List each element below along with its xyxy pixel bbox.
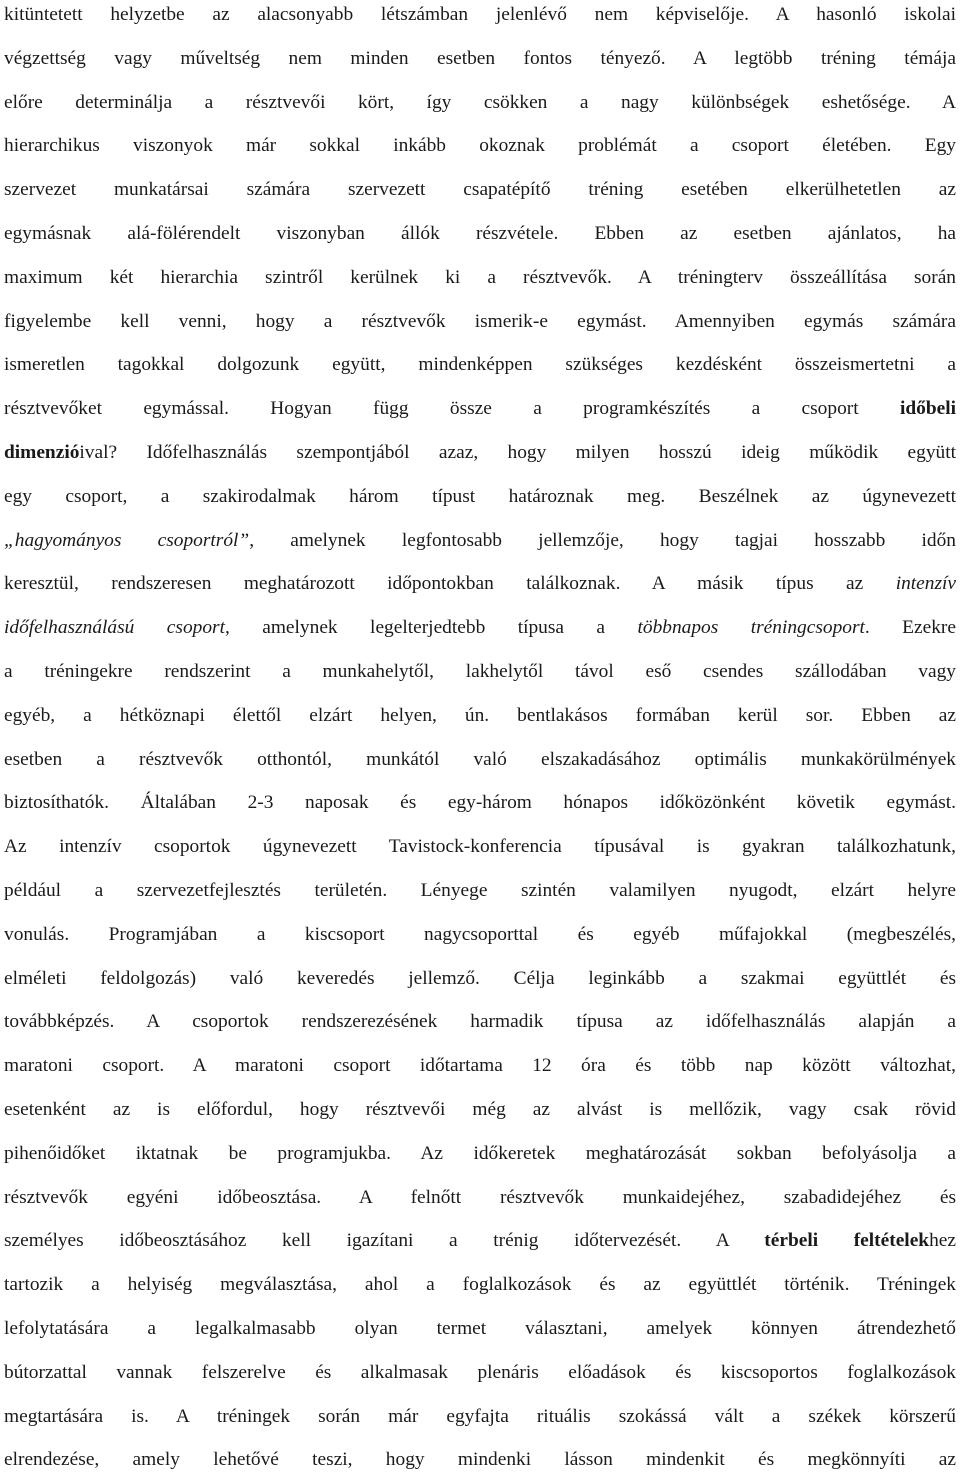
text-run: ival? Időfelhasználás szempontjából azaz, hogy milyen hosszú ideig működik együtt <box>79 442 956 463</box>
paragraph-line <box>4 1314 956 1344</box>
text-run: lefolytatására a legalkalmasabb olyan termet választani, amelyek könnyen átrendezhető <box>4 1318 956 1339</box>
text-run: esetben a résztvevők otthontól, munkától való elszakadásához optimális munkakörülmények <box>4 748 956 770</box>
paragraph-line <box>4 745 956 775</box>
text-run: egymásnak alá-fölérendelt viszonyban állók részvétele. Ebben az esetben ajánlatos, ha <box>4 223 956 244</box>
text-run: Az intenzív csoportok úgynevezett Tavistock-konferencia típusával is gyakran találkozhatunk, <box>4 836 956 858</box>
text-run: maximum két hierarchia szintről kerülnek ki a résztvevők. A tréningterv összeállítása során <box>4 266 956 288</box>
text-run: maratoni csoport. A maratoni csoport időtartama 12 óra és több nap között változhat, <box>4 1055 956 1077</box>
bold-text: dimenzió <box>4 442 80 463</box>
text-run: figyelembe kell venni, hogy a résztvevők ismerik-e egymást. Amennyiben egymás számára <box>4 310 956 332</box>
text-run: , amelynek legelterjedtebb típusa a <box>224 617 638 639</box>
paragraph-line <box>4 1139 956 1169</box>
text-run: előre determinálja a résztvevői kört, így csökken a nagy különbségek eshetősége. A <box>4 91 956 113</box>
paragraph-line <box>4 657 956 687</box>
paragraph-line <box>4 219 956 249</box>
italic-text: intenzív <box>895 573 956 595</box>
paragraph-line <box>4 175 956 205</box>
paragraph-line <box>4 1095 956 1125</box>
text-run: vonulás. Programjában a kiscsoport nagycsoporttal és egyéb műfajokkal (megbeszélés, <box>4 923 956 945</box>
paragraph-line <box>4 1226 956 1256</box>
paragraph-line <box>4 1183 956 1213</box>
text-run: keresztül, rendszeresen meghatározott időpontokban találkoznak. A másik típus az <box>4 573 896 595</box>
text-run: például a szervezetfejlesztés területén. Lényege szintén valamilyen nyugodt, elzárt helyre <box>4 880 956 901</box>
paragraph-line <box>4 350 956 380</box>
text-run: tartozik a helyiség megválasztása, ahol a foglalkozások és az együttlét történik. Tréningek <box>4 1274 956 1296</box>
italic-text: „hagyományos csoportról” <box>4 529 250 551</box>
text-run: elrendezése, amely lehetővé teszi, hogy mindenki lásson mindenkit és megkönnyíti az <box>4 1449 956 1471</box>
paragraph-line <box>4 569 956 599</box>
paragraph-line <box>4 832 956 862</box>
text-run: résztvevők egyéni időbeosztása. A felnőtt résztvevők munkaidejéhez, szabadidejéhez és <box>4 1186 956 1208</box>
paragraph-line <box>4 1270 956 1300</box>
text-run: , amelynek legfontosabb jellemzője, hogy tagjai hosszabb időn <box>249 529 956 551</box>
text-run: elméleti feldolgozás) való keveredés jellemző. Célja leginkább a szakmai együttlét és <box>4 967 956 989</box>
text-run: egyéb, a hétköznapi élettől elzárt helyen, ún. bentlakásos formában kerül sor. Ebben az <box>4 704 956 726</box>
paragraph-line <box>4 44 956 74</box>
paragraph-line <box>4 482 956 512</box>
italic-text: többnapos tréningcsoport <box>637 617 865 639</box>
paragraph-line <box>4 263 956 293</box>
paragraph-line <box>4 1051 956 1081</box>
paragraph-line <box>4 876 956 906</box>
text-run: a tréningekre rendszerint a munkahelytől, lakhelytől távol eső csendes szállodában vagy <box>4 661 956 682</box>
text-run: végzettség vagy műveltség nem minden esetben fontos tényező. A legtöbb tréning témája <box>4 47 956 69</box>
paragraph-line <box>4 920 956 950</box>
bold-text: térbeli feltételek <box>764 1230 930 1252</box>
text-run: továbbképzés. A csoportok rendszerezésének harmadik típusa az időfelhasználás alapján a <box>4 1011 956 1033</box>
paragraph-line <box>4 1358 956 1388</box>
paragraph-line <box>4 964 956 994</box>
text-run: hez <box>929 1230 956 1252</box>
paragraph-line <box>4 1445 956 1475</box>
text-run: résztvevőket egymással. Hogyan függ össze a programkészítés a csoport <box>4 398 900 420</box>
paragraph-line <box>4 613 956 643</box>
text-run: szervezet munkatársai számára szervezett csapatépítő tréning esetében elkerülhetetlen az <box>4 179 956 201</box>
text-run: . Ezekre <box>864 617 956 639</box>
text-run: ismeretlen tagokkal dolgozunk együtt, mindenképpen szükséges kezdésként összeismertetni a <box>4 354 956 376</box>
bold-text: időbeli <box>899 398 956 420</box>
paragraph-line <box>4 394 956 424</box>
text-run: hierarchikus viszonyok már sokkal inkább okoznak problémát a csoport életében. Egy <box>4 135 956 157</box>
paragraph-line <box>4 701 956 731</box>
paragraph-line <box>4 526 956 556</box>
paragraph-line <box>4 1007 956 1037</box>
paragraph-line <box>4 131 956 161</box>
text-run: esetenként az is előfordul, hogy résztvevői még az alvást is mellőzik, vagy csak rövid <box>4 1099 956 1120</box>
text-run: személyes időbeosztásához kell igazítani a trénig időtervezését. A <box>4 1230 765 1252</box>
text-run: kitüntetett helyzetbe az alacsonyabb létszámban jelenlévő nem képviselője. A hasonló iskolai <box>4 4 956 25</box>
paragraph-line <box>4 307 956 337</box>
text-run: pihenőidőket iktatnak be programjukba. Az időkeretek meghatározását sokban befolyásolja a <box>4 1142 956 1164</box>
italic-text: időfelhasználású csoport <box>4 617 225 639</box>
paragraph-line <box>4 0 956 30</box>
text-run: megtartására is. A tréningek során már egyfajta rituális szokássá vált a székek körszerű <box>4 1405 956 1427</box>
text-run: egy csoport, a szakirodalmak három típust határoznak meg. Beszélnek az úgynevezett <box>4 485 956 507</box>
paragraph-line <box>4 788 956 818</box>
paragraph-line <box>4 88 956 118</box>
text-run: bútorzattal vannak felszerelve és alkalmasak plenáris előadások és kiscsoportos foglalkozások <box>4 1361 956 1383</box>
paragraph-line <box>4 1402 956 1432</box>
text-run: biztosíthatók. Általában 2-3 naposak és egy-három hónapos időközönként követik egymást. <box>4 792 956 814</box>
paragraph-line <box>4 438 956 468</box>
